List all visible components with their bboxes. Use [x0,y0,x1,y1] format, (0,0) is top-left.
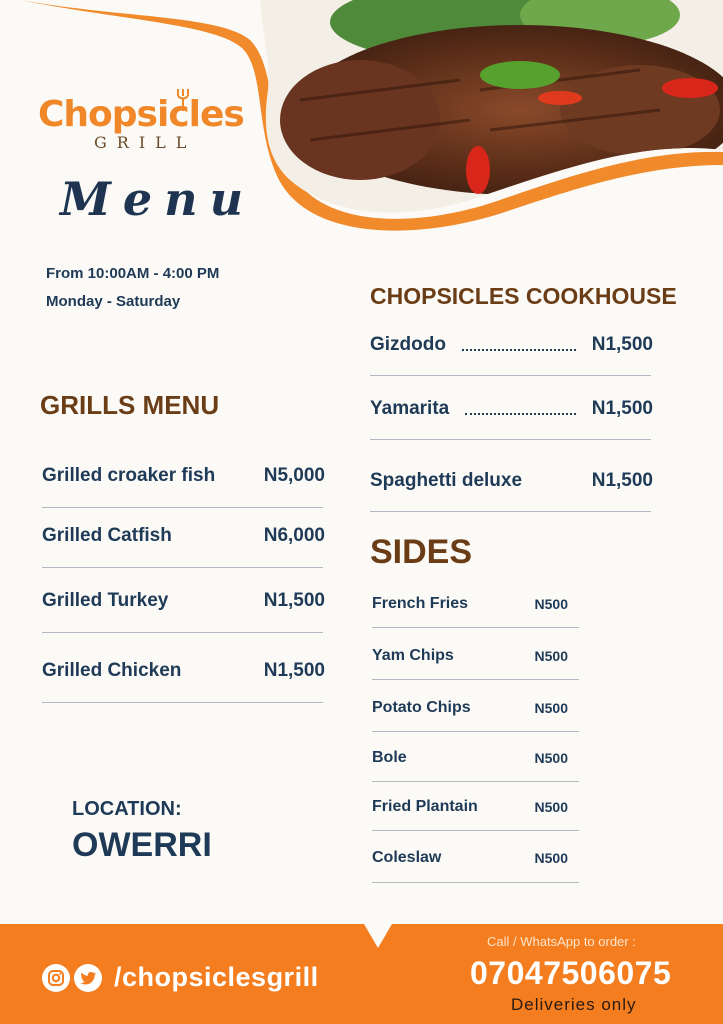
item-name: Grilled Catfish [42,525,172,546]
item-name: Coleslaw [372,849,442,866]
side-item [372,798,568,816]
hours-time: From 10:00AM - 4:00 PM [46,265,220,282]
divider [42,507,323,508]
grills-title: GRILLS MENU [40,390,220,420]
social-handle[interactable]: /chopsiclesgrill [114,962,319,992]
item-price: N1,500 [263,660,325,681]
fork-icon [174,87,192,111]
item-name: Spaghetti deluxe [370,470,523,491]
menu-item [370,398,653,420]
deliveries-note: Deliveries only [511,995,637,1014]
item-name: French Fries [372,595,469,612]
twitter-icon[interactable] [74,964,102,992]
opening-hours [46,260,219,316]
menu-item [42,525,325,547]
divider [372,679,579,680]
item-name: Fried Plantain [372,798,478,815]
item-price: N500 [534,750,568,766]
hours-days: Monday - Saturday [46,293,181,310]
location-label: LOCATION: [72,798,182,820]
side-item [372,699,568,717]
item-price: N500 [534,799,568,815]
divider [42,567,323,568]
item-name: Yam Chips [372,647,454,664]
divider [42,702,323,703]
menu-item [42,660,325,682]
item-price: N5,000 [263,465,325,486]
item-name: Grilled Turkey [42,590,169,611]
item-price: N500 [534,648,568,664]
divider [372,731,579,732]
item-price: N1,500 [591,398,653,419]
item-name: Bole [372,749,407,766]
item-price: N500 [534,596,568,612]
brand-logo [38,95,248,152]
menu-item [42,590,325,612]
divider [372,882,579,883]
footer-notch [364,924,392,948]
item-name: Potato Chips [372,699,471,716]
item-price: N1,500 [591,470,653,491]
divider [370,375,651,376]
menu-item [370,470,653,492]
side-item [372,849,568,867]
item-price: N500 [534,700,568,716]
divider [372,627,579,628]
dot-leader [462,339,576,351]
call-label: Call / WhatsApp to order : [487,934,636,949]
divider [370,511,651,512]
item-price: N6,000 [263,525,325,546]
item-price: N500 [534,850,568,866]
sides-title: SIDES [370,533,473,571]
menu-item [42,465,325,487]
divider [42,632,323,633]
menu-title: Menu [60,172,256,226]
side-item [372,749,568,767]
divider [372,830,579,831]
social-links[interactable] [42,962,319,993]
item-name: Grilled croaker fish [42,465,216,486]
brand-subtitle: GRILL [94,133,197,152]
item-name: Grilled Chicken [42,660,182,681]
instagram-icon[interactable] [42,964,70,992]
brand-name: Chopsicles [38,94,244,135]
divider [370,439,651,440]
cookhouse-title: CHOPSICLES COOKHOUSE [370,283,677,309]
menu-item [370,334,653,356]
item-name: Gizdodo [370,334,446,355]
item-price: N1,500 [591,334,653,355]
dot-leader [465,403,575,415]
location-value: OWERRI [72,826,212,864]
side-item [372,647,568,665]
item-name: Yamarita [370,398,450,419]
side-item [372,595,568,613]
phone-number[interactable]: 07047506075 [470,955,672,991]
item-price: N1,500 [263,590,325,611]
divider [372,781,579,782]
